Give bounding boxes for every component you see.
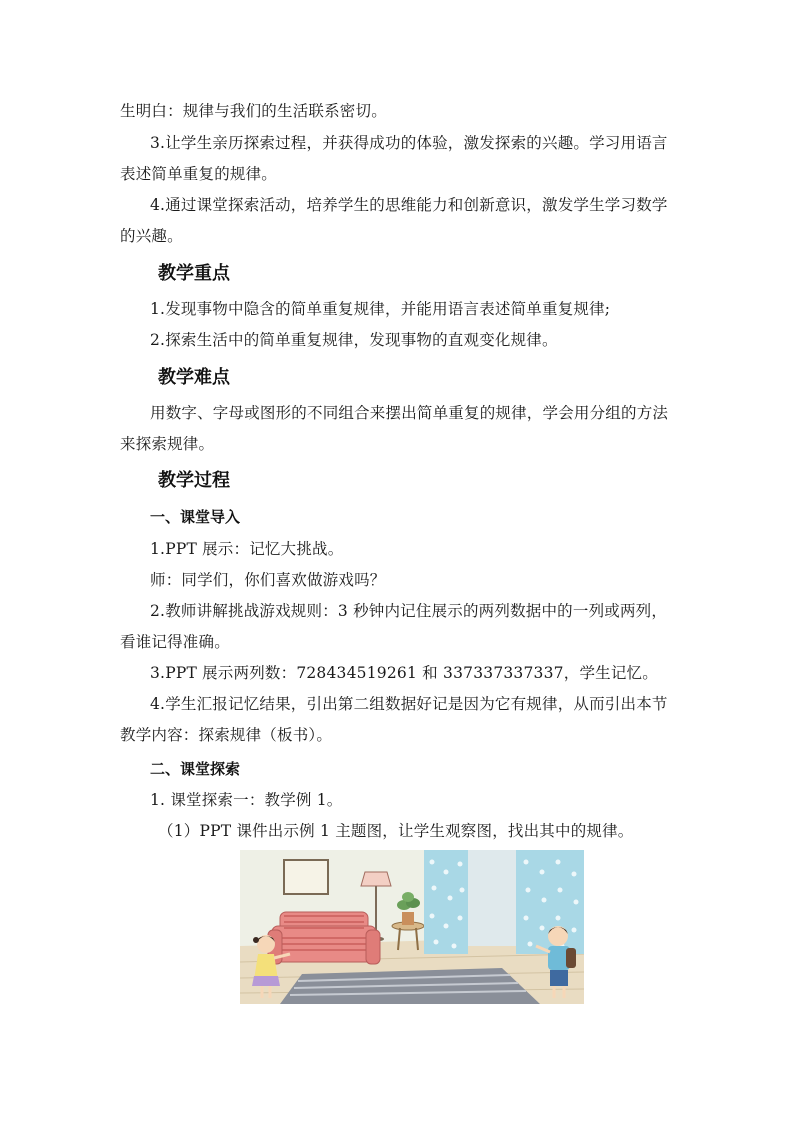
- paragraph-line: 生明白：规律与我们的生活联系密切。: [120, 102, 387, 120]
- paragraph-line: （1）PPT 课件出示例 1 主题图，让学生观察图，找出其中的规律。: [158, 822, 634, 840]
- paragraph-line: 表述简单重复的规律。: [120, 165, 278, 183]
- subsection-heading-intro: 一、课堂导入: [150, 508, 241, 526]
- subsection-heading-explore: 二、课堂探索: [150, 760, 241, 778]
- paragraph-line: 3.PPT 展示两列数：728434519261 和 337337337337，学生记忆。: [150, 664, 658, 682]
- paragraph-line: 4.通过课堂探索活动，培养学生的思维能力和创新意识，激发学生学习数学: [150, 196, 668, 214]
- paragraph-line: 用数字、字母或图形的不同组合来摆出简单重复的规律，学会用分组的方法: [150, 404, 669, 422]
- paragraph-line: 1. 课堂探索一：教学例 1。: [150, 791, 343, 809]
- paragraph-line: 教学内容：探索规律（板书）。: [120, 726, 333, 744]
- paragraph-line: 师：同学们，你们喜欢做游戏吗？: [150, 571, 386, 589]
- section-heading-process: 教学过程: [158, 470, 230, 491]
- section-heading-key-points: 教学重点: [158, 263, 230, 284]
- paragraph-line: 来探索规律。: [120, 435, 215, 453]
- section-heading-difficulties: 教学难点: [158, 367, 230, 388]
- paragraph-line: 4.学生汇报记忆结果，引出第二组数据好记是因为它有规律，从而引出本节: [150, 695, 668, 713]
- living-room-illustration: [240, 850, 584, 1004]
- living-room-illustration-icon: [240, 850, 584, 1004]
- paragraph-line: 的兴趣。: [120, 227, 183, 245]
- paragraph-line: 3.让学生亲历探索过程，并获得成功的体验，激发探索的兴趣。学习用语言: [150, 134, 668, 152]
- key-point-item: 1.发现事物中隐含的简单重复规律，并能用语言表述简单重复规律;: [150, 300, 611, 318]
- paragraph-line: 2.教师讲解挑战游戏规则：3 秒钟内记住展示的两列数据中的一列或两列，: [150, 602, 668, 620]
- paragraph-line: 1.PPT 展示：记忆大挑战。: [150, 540, 344, 558]
- paragraph-line: 看谁记得准确。: [120, 633, 230, 651]
- key-point-item: 2.探索生活中的简单重复规律，发现事物的直观变化规律。: [150, 331, 558, 349]
